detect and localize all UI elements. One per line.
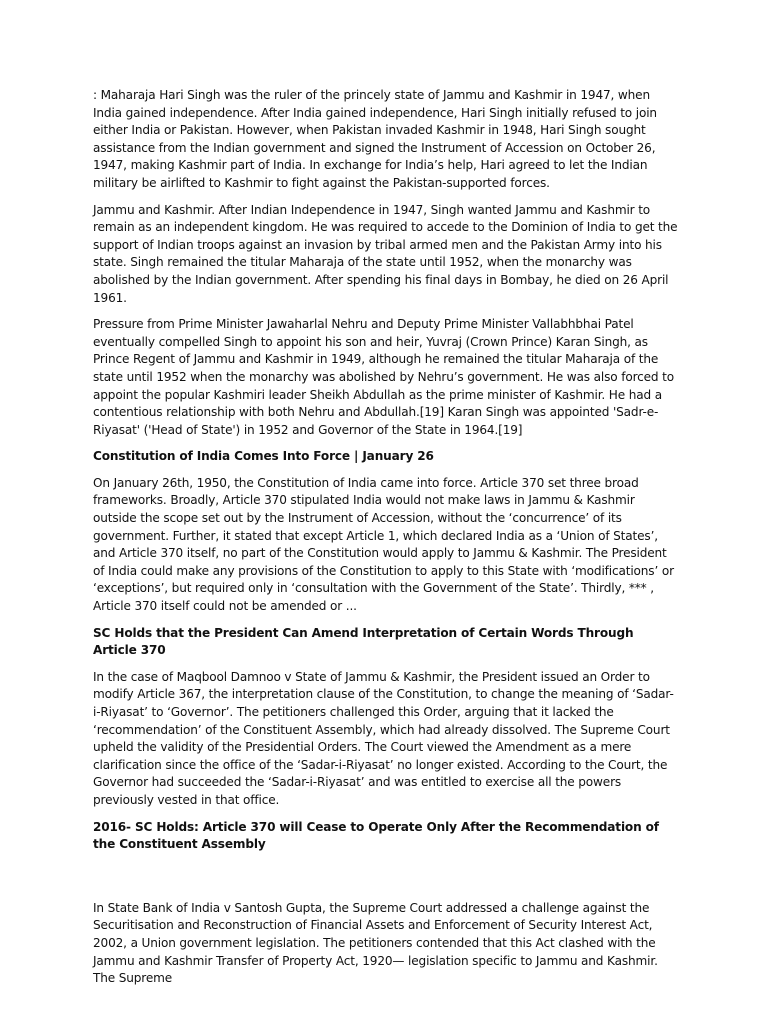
paragraph-maqbool-damnoo: In the case of Maqbool Damnoo v State of Jammu & Kashmir, the President issued an Order to modify Article 367, the interpretation clause of the Constitution, to change the meaning of ‘Sadar-i-Riyasat’ to ‘Governor’. The petitioners challenged this Order, arguing that it lacked the ‘recommendation’ of the Constituent Assembly, which had already dissolved. The Supreme Court upheld the validity of the Presidential Orders. The Court viewed the Amendment as a mere clarification since the office of the ‘Sadar-i-Riyasat’ no longer existed. According to the Court, the Governor had succeeded the ‘Sadar-i-Riyasat’ and was entitled to exercise all the powers previously vested in that office. <box>93 669 674 807</box>
document-body <box>93 87 678 997</box>
paragraph-karan-singh-regent: Pressure from Prime Minister Jawaharlal Nehru and Deputy Prime Minister Vallabhbhai Patel eventually compelled Singh to appoint his son and heir, Yuvraj (Crown Prince) Karan Singh, as Prince Regent of Jammu and Kashmir in 1949, although he remained the titular Maharaja of the state until 1952 when the monarchy was abolished by Nehru’s government. He was also forced to appoint the popular Kashmiri leader Sheikh Abdullah as the prime minister of Kashmir. He had a contentious relationship with both Nehru and Abdullah.[19] Karan Singh was appointed 'Sadr-e-Riyasat' ('Head of State') in 1952 and Governor of the State in 1964.[19] <box>93 317 674 437</box>
blank-space <box>93 863 678 900</box>
paragraph-hari-singh-accession: : Maharaja Hari Singh was the ruler of the princely state of Jammu and Kashmir in 1947, when India gained independence. After India gained independence, Hari Singh initially refused to join either India or Pakistan. However, when Pakistan invaded Kashmir in 1948, Hari Singh sought assistance from the Indian government and signed the Instrument of Accession on October 26, 1947, making Kashmir part of India. In exchange for India’s help, Hari agreed to let the Indian military be airlifted to Kashmir to fight against the Pakistan-supported forces. <box>93 88 657 190</box>
heading-president-amend-interpretation: SC Holds that the President Can Amend Interpretation of Certain Words Through Article 370 <box>93 625 634 658</box>
paragraph-independent-kingdom: Jammu and Kashmir. After Indian Independence in 1947, Singh wanted Jammu and Kashmir to remain as an independent kingdom. He was required to accede to the Dominion of India to get the support of Indian troops against an invasion by tribal armed men and the Pakistan Army into his state. Singh remained the titular Maharaja of the state until 1952, when the monarchy was abolished by the Indian government. After spending his final days in Bombay, he died on 26 April 1961. <box>93 202 678 305</box>
heading-constitution-in-force: Constitution of India Comes Into Force | January 26 <box>93 449 434 464</box>
heading-2016-article-370-cease: 2016- SC Holds: Article 370 will Cease to Operate Only After the Recommendation of the Constituent Assembly <box>93 819 659 852</box>
paragraph-article-370-frameworks: On January 26th, 1950, the Constitution of India came into force. Article 370 set three broad frameworks. Broadly, Article 370 stipulated India would not make laws in Jammu & Kashmir outside the scope set out by the Instrument of Accession, without the ‘concurrence’ of its government. Further, it stated that except Article 1, which declared India as a ‘Union of States’, and Article 370 itself, no part of the Constitution would apply to Jammu & Kashmir. The President of India could make any provisions of the Constitution to apply to this State with ‘modifications’ or ‘exceptions’, but required only in ‘consultation with the Government of the State’. Thirdly, *** , Article 370 itself could not be amended or ... <box>93 475 674 614</box>
paragraph-sbi-v-santosh-gupta: In State Bank of India v Santosh Gupta, the Supreme Court addressed a challenge against the Securitisation and Reconstruction of Financial Assets and Enforcement of Security Interest Act, 2002, a Union government legislation. The petitioners contended that this Act clashed with the Jammu and Kashmir Transfer of Property Act, 1920— legislation specific to Jammu and Kashmir. The Supreme <box>93 900 658 986</box>
